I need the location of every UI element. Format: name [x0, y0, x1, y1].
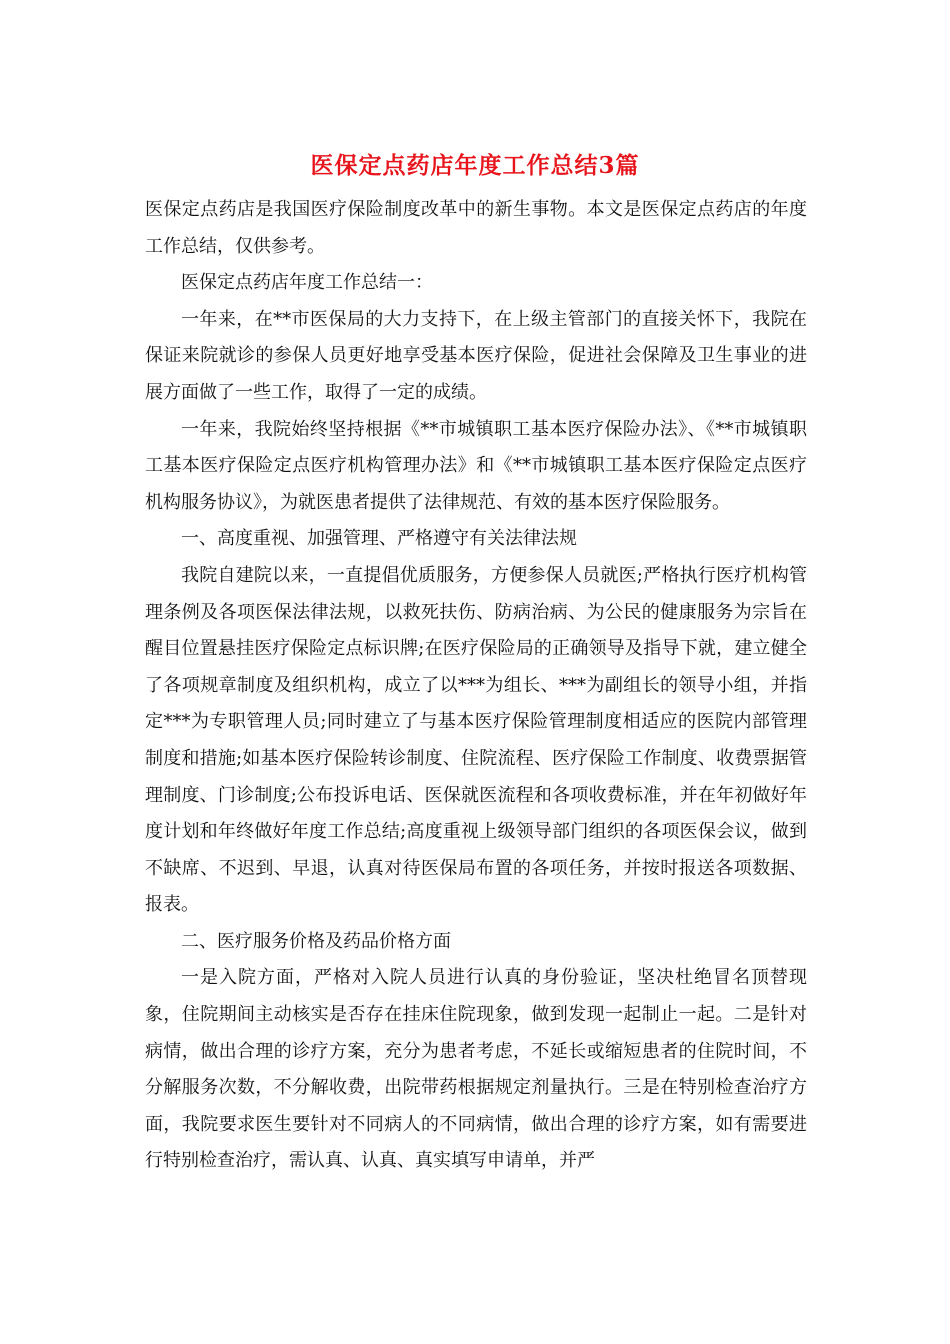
paragraph: 一年来，我院始终坚持根据《**市城镇职工基本医疗保险办法》、《**市城镇职工基本医疗保险定点医疗机构管理办法》和《**市城镇职工基本医疗保险定点医疗机构服务协议》，为就医患者提供了法律规范、有效的基本医疗保险服务。: [145, 418, 807, 513]
paragraph: 一是入院方面，严格对入院人员进行认真的身份验证，坚决杜绝冒名顶替现象，住院期间主动核实是否存在挂床住院现象，做到发现一起制止一起。二是针对病情，做出合理的诊疗方案，充分为患者考虑，不延长或缩短患者的住院时间，不分解服务次数，不分解收费，出院带药根据规定剂量执行。三是在特别检查治疗方面，我院要求医生要针对不同病人的不同病情，做出合理的诊疗方案，如有需要进行特别检查治疗，需认真、认真、真实填写申请单，并严: [145, 967, 807, 1172]
paragraph: 我院自建院以来，一直提倡优质服务，方便参保人员就医;严格执行医疗机构管理条例及各项医保法律法规，以救死扶伤、防病治病、为公民的健康服务为宗旨在醒目位置悬挂医疗保险定点标识牌;在医疗保险局的正确领导及指导下就，建立健全了各项规章制度及组织机构，成立了以***为组长、***为副组长的领导小组，并指定***为专职管理人员;同时建立了与基本医疗保险管理制度相适应的医院内部管理制度和措施;如基本医疗保险转诊制度、住院流程、医疗保险工作制度、收费票据管理制度、门诊制度;公布投诉电话、医保就医流程和各项收费标准，并在年初做好年度计划和年终做好年度工作总结;高度重视上级领导部门组织的各项医保会议，做到不缺席、不迟到、早退，认真对待医保局布置的各项任务，并按时报送各项数据、报表。: [145, 564, 807, 916]
paragraph-section-heading: 医保定点药店年度工作总结一：: [181, 272, 433, 294]
paragraph-subheading: 一、高度重视、加强管理、严格遵守有关法律法规: [181, 528, 577, 550]
document-title: 医保定点药店年度工作总结3篇: [310, 152, 640, 179]
document-body: [145, 192, 807, 1180]
paragraph: 一年来，在**市医保局的大力支持下，在上级主管部门的直接关怀下，我院在保证来院就诊的参保人员更好地享受基本医疗保险，促进社会保障及卫生事业的进展方面做了一些工作，取得了一定的成绩。: [145, 308, 807, 403]
paragraph-intro: 医保定点药店是我国医疗保险制度改革中的新生事物。本文是医保定点药店的年度工作总结，仅供参考。: [145, 199, 807, 257]
paragraph-subheading: 二、医疗服务价格及药品价格方面: [181, 930, 451, 952]
